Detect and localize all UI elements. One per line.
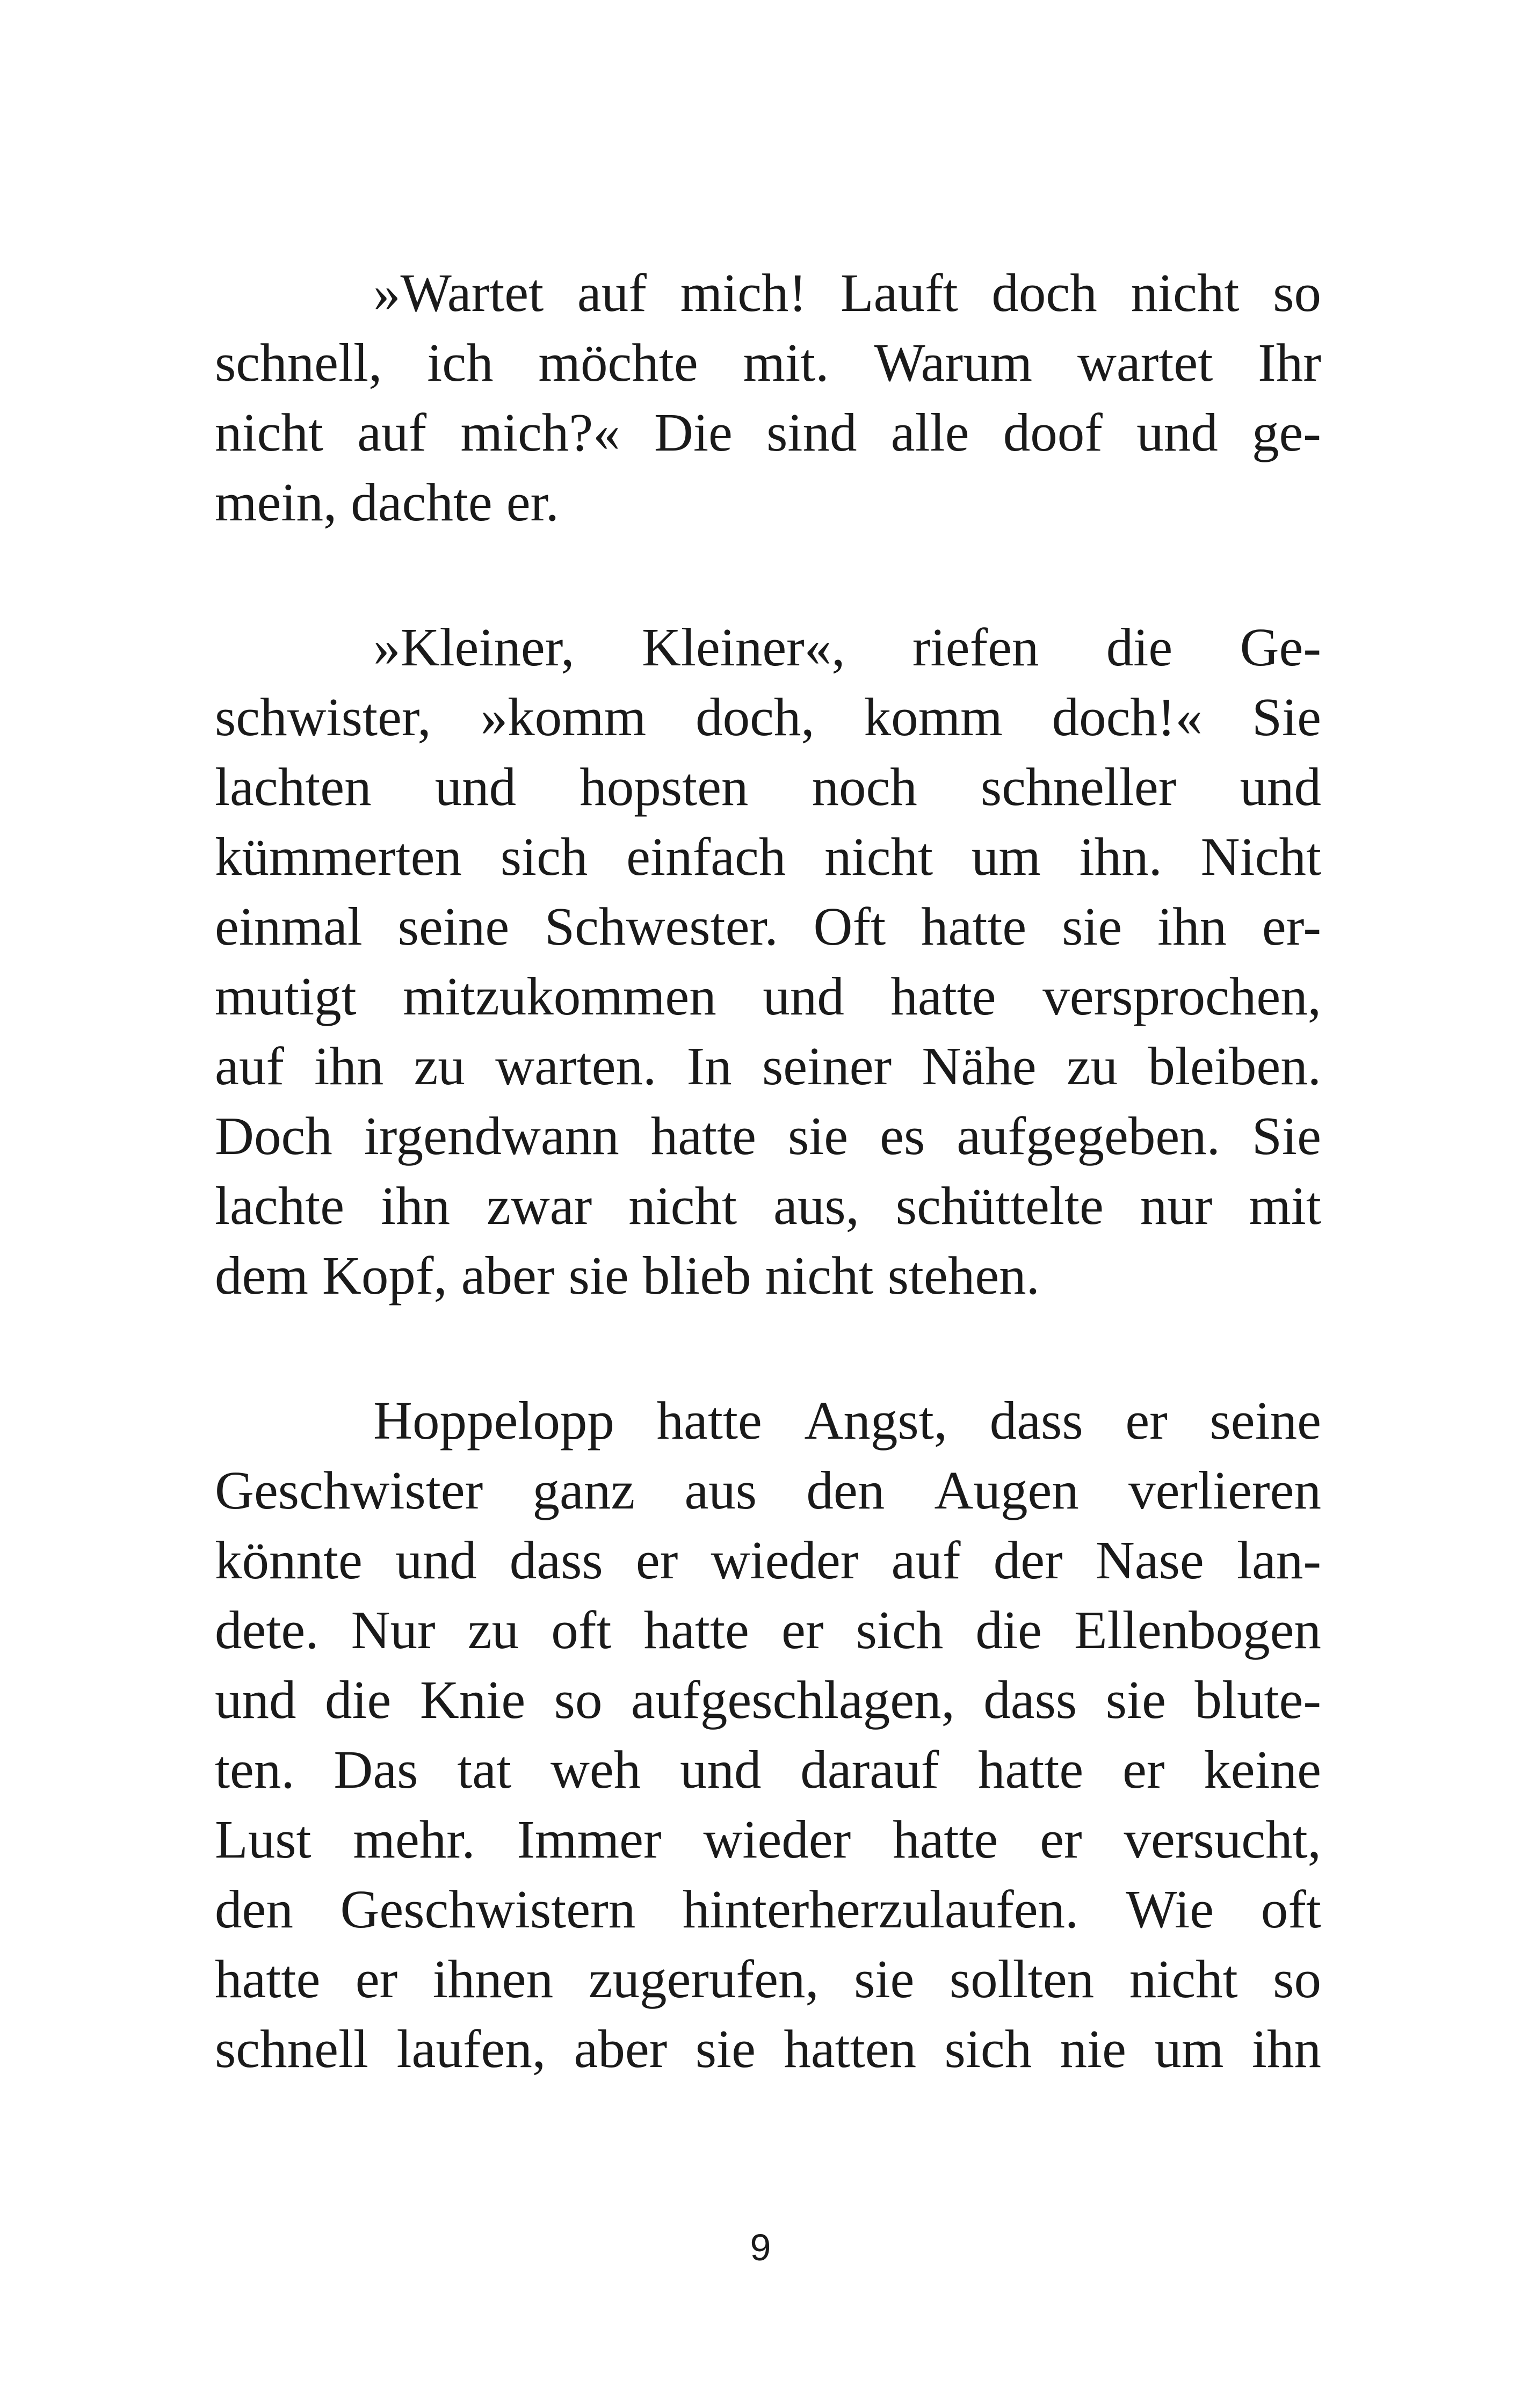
word: die [975,1600,1042,1660]
word: und [395,1530,477,1590]
word: er [1125,1390,1168,1450]
word: sind [766,402,857,462]
paragraph-gap [215,537,1321,612]
word: nicht [1131,263,1240,323]
word: und [763,966,844,1026]
word: Die [654,402,733,462]
word: einfach [626,826,786,887]
word: mutigt [215,966,357,1026]
word: die [1106,617,1173,677]
word: warten. [495,1036,657,1096]
text-line [215,1804,1321,1874]
word: und [1136,402,1218,462]
word: oft [1261,1879,1321,1939]
word: sich [856,1600,944,1660]
word: er. [506,472,559,532]
word: Nur [351,1600,436,1660]
paragraph [215,258,1321,537]
word: hatte [650,1106,756,1166]
word: sie [854,1949,915,2009]
word: der [993,1530,1063,1590]
word: aber [461,1245,555,1305]
text-line [215,1171,1321,1241]
word: ihn [314,1036,384,1096]
text-line [215,822,1321,891]
word: laufen, [396,2019,546,2079]
word: schnell, [215,332,382,393]
word: er [1122,1739,1165,1800]
word: ihn [1251,2019,1321,2079]
word: schneller [980,757,1177,817]
word: Wie [1125,1879,1214,1939]
word: Knie [419,1670,526,1730]
text-line [215,752,1321,822]
word: zwar [486,1176,592,1236]
word: stehen. [887,1245,1040,1305]
text-line [215,612,1321,682]
word: hatte [893,1809,998,1869]
word: Nicht [1200,826,1321,887]
word: dachte [351,472,492,532]
word: wartet [1077,332,1213,393]
word: Kopf, [322,1245,447,1305]
word: schwister, [215,687,431,747]
word: es [880,1106,925,1166]
word: ich [427,332,494,393]
word: wieder [711,1530,859,1590]
word: schnell [215,2019,369,2079]
word: blieb [642,1245,751,1305]
word: »Wartet [373,263,544,323]
word: sich [500,826,588,887]
word: »Kleiner, [373,617,575,677]
text-line [215,1944,1321,2014]
word: so [1273,1949,1321,2009]
word: »komm [480,687,647,747]
text-line [215,1386,1321,1455]
text-line [215,1455,1321,1525]
word: ihn [1157,896,1227,956]
text-line [215,328,1321,397]
paragraph-gap [215,1310,1321,1386]
word: blute- [1194,1670,1321,1730]
text-line [215,1874,1321,1944]
text-block [215,258,1321,2084]
word: sie [568,1245,629,1305]
word: lan- [1236,1530,1321,1590]
word: irgendwann [364,1106,619,1166]
word: Angst, [804,1390,948,1450]
word: könnte [215,1530,363,1590]
word: hatte [215,1949,321,2009]
word: nie [1060,2019,1127,2079]
word: er [355,1949,398,2009]
word: er- [1262,896,1321,956]
word: nicht [824,826,933,887]
word: Lauft [840,263,958,323]
text-line [215,1595,1321,1665]
word: Lust [215,1809,312,1869]
text-line [215,1665,1321,1735]
word: sie [787,1106,849,1166]
word: verlieren [1128,1460,1321,1520]
word: er [781,1600,824,1660]
word: versucht, [1124,1809,1321,1869]
text-line [215,1735,1321,1804]
word: hatte [890,966,996,1026]
word: doch, [696,687,815,747]
word: nicht [1129,1949,1238,2009]
word: Nase [1095,1530,1204,1590]
page-body [215,258,1321,2084]
word: und [215,1670,296,1730]
word: um [971,826,1041,887]
word: den [806,1460,885,1520]
word: Geschwistern [340,1879,636,1939]
word: doch [991,263,1097,323]
word: und [1240,757,1321,817]
word: einmal [215,896,363,956]
word: auf [357,402,427,462]
word: seine [397,896,510,956]
word: doof [1003,402,1103,462]
word: mit. [743,332,829,393]
word: sich [944,2019,1032,2079]
word: Ge- [1240,617,1321,677]
word: Das [334,1739,418,1800]
text-line [215,467,1321,537]
word: die [324,1670,392,1730]
word: Geschwister [215,1460,483,1520]
word: seine [1209,1390,1321,1450]
word: und [680,1739,762,1800]
word: schüttelte [895,1176,1104,1236]
word: zu [414,1036,465,1096]
word: nicht [765,1245,874,1305]
word: den [215,1879,293,1939]
word: sie [695,2019,756,2079]
word: ihn. [1079,826,1162,887]
word: möchte [538,332,698,393]
word: Hoppelopp [373,1390,614,1450]
word: zu [467,1600,519,1660]
word: dass [983,1670,1077,1730]
word: sie [1105,1670,1166,1730]
word: zu [1066,1036,1118,1096]
word: wieder [703,1809,851,1869]
word: aus [684,1460,757,1520]
word: Warum [874,332,1033,393]
word: und [434,757,517,817]
word: In [686,1036,732,1096]
word: sollten [949,1949,1095,2009]
word: ihnen [432,1949,554,2009]
word: Oft [813,896,886,956]
word: Nähe [922,1036,1037,1096]
word: versprochen, [1042,966,1321,1026]
word: aber [574,2019,668,2079]
word: hopsten [580,757,749,817]
paragraph [215,612,1321,1310]
text-line [215,961,1321,1031]
word: tat [457,1739,512,1800]
word: lachte [215,1176,345,1236]
word: ihn [381,1176,451,1236]
word: dete. [215,1600,319,1660]
word: auf [215,1036,284,1096]
text-line [215,2014,1321,2084]
word: riefen [912,617,1039,677]
word: mehr. [353,1809,475,1869]
word: hinterherzulaufen. [682,1879,1079,1939]
text-line [215,1101,1321,1171]
word: ten. [215,1739,295,1800]
word: ge- [1251,402,1321,462]
word: mein, [215,472,337,532]
word: hatte [977,1739,1084,1800]
word: aufgeschlagen, [631,1670,955,1730]
word: hatte [643,1600,749,1660]
word: so [554,1670,603,1730]
word: nur [1140,1176,1213,1236]
word: mich?« [460,402,620,462]
paragraph [215,1386,1321,2084]
word: dem [215,1245,308,1305]
text-line [215,891,1321,961]
word: dass [989,1390,1083,1450]
word: hatten [784,2019,917,2079]
word: alle [890,402,969,462]
word: keine [1204,1739,1321,1800]
word: mit [1249,1176,1321,1236]
word: Doch [215,1106,332,1166]
word: lachten [215,757,372,817]
word: Augen [934,1460,1079,1520]
word: weh [550,1739,641,1800]
word: Immer [517,1809,662,1869]
word: auf [577,263,647,323]
word: komm [864,687,1003,747]
word: hatte [656,1390,762,1450]
word: nicht [628,1176,737,1236]
word: Ihr [1258,332,1321,393]
word: auf [891,1530,961,1590]
word: Ellenbogen [1074,1600,1321,1660]
word: kümmerten [215,826,462,887]
word: so [1273,263,1321,323]
text-line [215,1031,1321,1101]
text-line [215,397,1321,467]
word: er [1040,1809,1082,1869]
text-line [215,258,1321,328]
word: Sie [1251,687,1321,747]
word: ganz [532,1460,635,1520]
word: seiner [762,1036,892,1096]
word: um [1154,2019,1224,2079]
text-line [215,1241,1321,1310]
word: aus, [773,1176,859,1236]
word: zugerufen, [588,1949,819,2009]
word: bleiben. [1148,1036,1321,1096]
word: Sie [1251,1106,1321,1166]
word: Schwester. [544,896,778,956]
word: oft [551,1600,612,1660]
word: dass [509,1530,603,1590]
text-line [215,682,1321,752]
word: noch [812,757,917,817]
word: mich! [680,263,807,323]
word: nicht [215,402,323,462]
text-line [215,1525,1321,1595]
word: aufgegeben. [957,1106,1220,1166]
word: darauf [800,1739,939,1800]
page-number: 9 [750,2226,771,2268]
word: er [635,1530,678,1590]
word: mitzukommen [403,966,716,1026]
word: sie [1062,896,1122,956]
word: Kleiner«, [641,617,845,677]
word: hatte [921,896,1027,956]
word: doch!« [1052,687,1203,747]
